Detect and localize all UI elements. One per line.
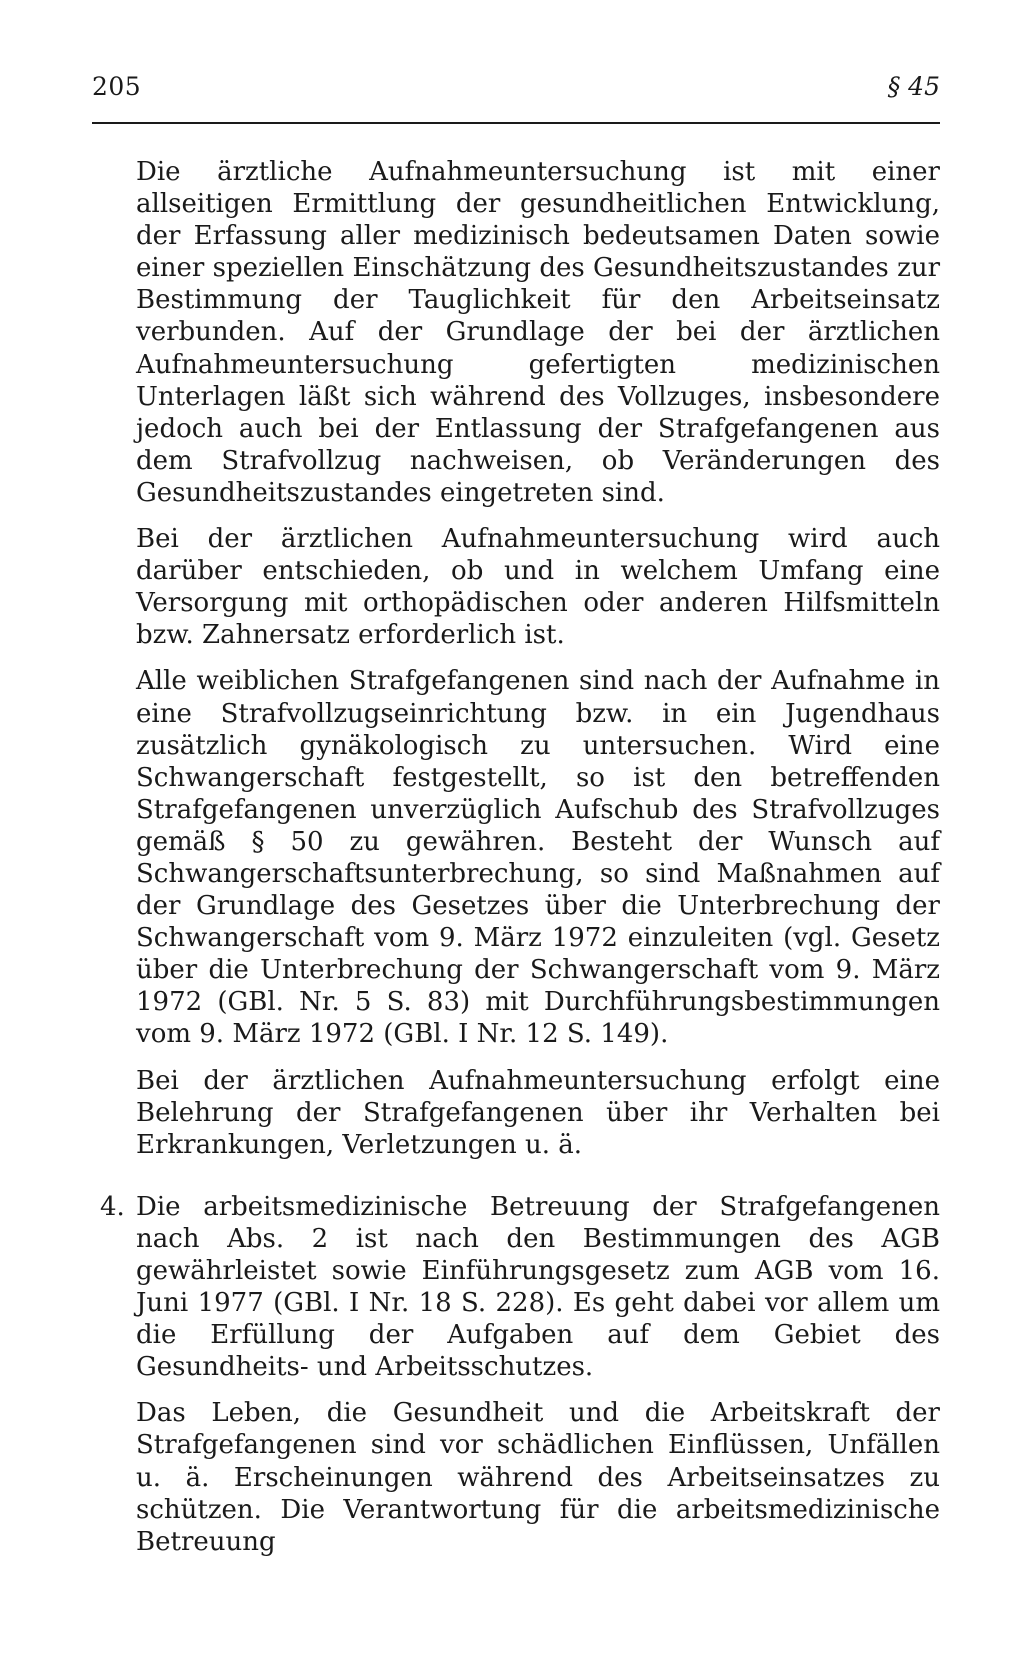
section-reference: § 45 — [887, 72, 940, 101]
paragraph-belehrung: Bei der ärztlichen Aufnahmeuntersuchung erfolgt eine Belehrung der Strafgefangenen über ihr Verhalten bei Erkrankungen, Verletzungen u. ä. — [136, 1065, 940, 1160]
header-divider — [92, 122, 940, 124]
list-item-4 — [100, 1191, 940, 1558]
page-number: 205 — [92, 72, 142, 101]
paragraph-hilfsmittel: Bei der ärztlichen Aufnahmeuntersuchung wird auch darüber entschieden, ob und in welchem Umfang eine Versorgung mit orthopädischen oder anderen Hilfsmitteln bzw. Zahnersatz erforderlich ist. — [136, 524, 940, 651]
paragraph-arbeitsschutz: Das Leben, die Gesundheit und die Arbeitskraft der Strafgefangenen sind vor schädlichen Einflüssen, Unfällen u. ä. Erscheinungen während des Arbeitseinsatzes zu schützen. Die Verantwortung für die arbeitsmedizinische Betreuung — [136, 1398, 940, 1557]
paragraph-arbeitsmedizinische-betreuung: Die arbeitsmedizinische Betreuung der Strafgefangenen nach Abs. 2 ist nach den Bestimmungen des AGB gewährleistet sowie Einführungsgesetz zum AGB vom 16. Juni 1977 (GBl. I Nr. 18 S. 228). Es geht dabei vor allem um die Erfüllung der Aufgaben auf dem Gebiet des Gesundheits- und Arbeitsschutzes. — [136, 1191, 940, 1383]
paragraph-weibliche-strafgefangene: Alle weiblichen Strafgefangenen sind nach der Aufnahme in eine Strafvollzugseinrichtung bzw. in ein Jugendhaus zusätzlich gynäkologisch zu untersuchen. Wird eine Schwangerschaft festgestellt, so ist den betreffenden Strafgefangenen unverzüglich Aufschub des Strafvollzuges gemäß § 50 zu gewähren. Besteht der Wunsch auf Schwangerschaftsunterbrechung, so sind Maßnahmen auf der Grundlage des Gesetzes über die Unterbrechung der Schwangerschaft vom 9. März 1972 einzuleiten (vgl. Gesetz über die Unterbrechung der Schwangerschaft vom 9. März 1972 (GBl. Nr. 5 S. 83) mit Durchführungsbestimmungen vom 9. März 1972 (GBl. I Nr. 12 S. 149). — [136, 666, 940, 1050]
list-item-number: 4. — [100, 1191, 125, 1222]
page-header — [92, 72, 940, 104]
paragraph-aufnahmeuntersuchung: Die ärztliche Aufnahmeuntersuchung ist mit einer allseitigen Ermittlung der gesundheitlichen Entwicklung, der Erfassung aller medizinisch bedeutsamen Daten sowie einer speziellen Einschätzung des Gesundheitszustandes zur Bestimmung der Tauglichkeit für den Arbeitseinsatz verbunden. Auf der Grundlage der bei der ärztlichen Aufnahmeuntersuchung gefertigten medizinischen Unterlagen läßt sich während des Vollzuges, insbesondere jedoch auch bei der Entlassung der Strafgefangenen aus dem Strafvollzug nachweisen, ob Veränderungen des Gesundheitszustandes eingetreten sind. — [136, 157, 940, 508]
body-text — [100, 156, 940, 1572]
